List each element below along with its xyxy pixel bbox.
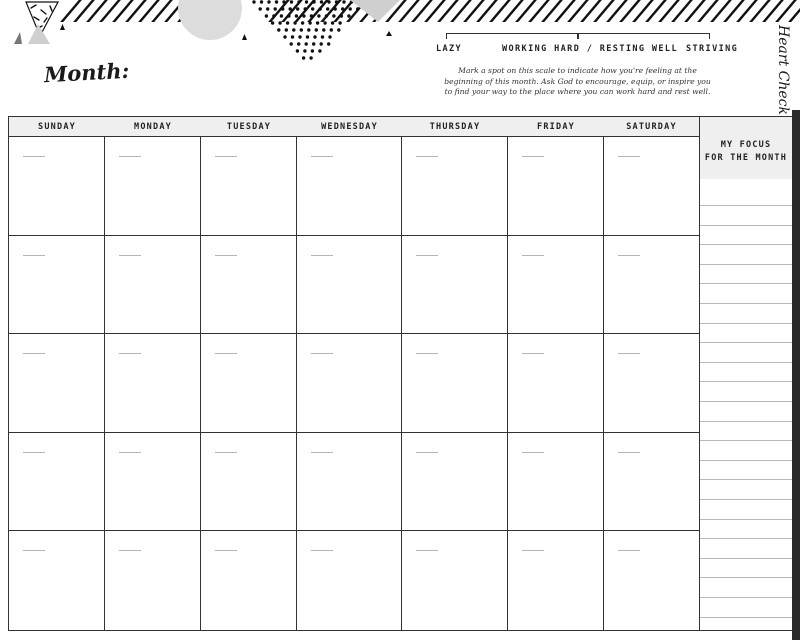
- weekday-wednesday: WEDNESDAY: [321, 122, 378, 132]
- date-number-line[interactable]: [311, 255, 333, 256]
- date-number-line[interactable]: [215, 156, 237, 157]
- heart-check-title: Heart Check: [774, 25, 791, 115]
- day-cell[interactable]: [604, 531, 699, 630]
- day-cell[interactable]: [9, 531, 105, 630]
- date-number-line[interactable]: [311, 452, 333, 453]
- date-number-line[interactable]: [618, 550, 640, 551]
- focus-writing-line[interactable]: [700, 577, 792, 578]
- date-number-line[interactable]: [23, 452, 45, 453]
- date-number-line[interactable]: [215, 550, 237, 551]
- day-cell[interactable]: [105, 236, 201, 335]
- date-number-line[interactable]: [23, 353, 45, 354]
- feeling-scale-right[interactable]: [578, 33, 710, 39]
- day-cell[interactable]: [105, 137, 201, 236]
- day-cell[interactable]: [402, 334, 508, 433]
- day-cell[interactable]: [402, 531, 508, 630]
- scale-label-lazy: LAZY: [436, 44, 463, 54]
- date-number-line[interactable]: [618, 156, 640, 157]
- focus-panel: [700, 116, 792, 631]
- weekday-thursday: THURSDAY: [429, 122, 481, 132]
- focus-writing-line[interactable]: [700, 499, 792, 500]
- feeling-scale-left[interactable]: [446, 33, 578, 39]
- focus-writing-line[interactable]: [700, 225, 792, 226]
- day-cell[interactable]: [201, 236, 297, 335]
- day-cell[interactable]: [604, 137, 699, 236]
- day-cell[interactable]: [402, 137, 508, 236]
- day-cell[interactable]: [297, 137, 402, 236]
- focus-writing-line[interactable]: [700, 323, 792, 324]
- focus-writing-line[interactable]: [700, 440, 792, 441]
- day-cell[interactable]: [604, 236, 699, 335]
- date-number-line[interactable]: [119, 353, 141, 354]
- date-number-line[interactable]: [522, 255, 544, 256]
- focus-writing-line[interactable]: [700, 342, 792, 343]
- focus-writing-line[interactable]: [700, 617, 792, 618]
- weekday-tuesday: TUESDAY: [226, 122, 272, 132]
- date-number-line[interactable]: [416, 255, 438, 256]
- day-cell[interactable]: [9, 137, 105, 236]
- focus-writing-line[interactable]: [700, 597, 792, 598]
- date-number-line[interactable]: [416, 353, 438, 354]
- day-cell[interactable]: [297, 433, 402, 532]
- day-cell[interactable]: [604, 334, 699, 433]
- focus-title-line1: MY FOCUS: [720, 140, 772, 150]
- scale-label-striving: STRIVING: [686, 44, 739, 54]
- date-number-line[interactable]: [522, 353, 544, 354]
- focus-writing-line[interactable]: [700, 283, 792, 284]
- day-cell[interactable]: [297, 531, 402, 630]
- day-cell[interactable]: [508, 334, 604, 433]
- focus-writing-line[interactable]: [700, 421, 792, 422]
- weekday-saturday: SATURDAY: [626, 122, 677, 132]
- scale-instructions: Mark a spot on this scale to indicate how you're feeling at the beginning of this month. Ask God to encourage, equip, or inspire you to find your way to the place where you can work hard and rest well.: [444, 66, 711, 96]
- date-number-line[interactable]: [522, 156, 544, 157]
- day-cell[interactable]: [508, 236, 604, 335]
- weekday-sunday: SUNDAY: [38, 122, 76, 132]
- date-number-line[interactable]: [119, 550, 141, 551]
- day-cell[interactable]: [508, 531, 604, 630]
- page-edge-bar: [792, 110, 800, 640]
- date-number-line[interactable]: [119, 156, 141, 157]
- day-cell[interactable]: [508, 433, 604, 532]
- weekday-monday: MONDAY: [134, 122, 172, 132]
- date-number-line[interactable]: [311, 550, 333, 551]
- focus-title: [700, 139, 792, 165]
- focus-writing-line[interactable]: [700, 558, 792, 559]
- day-cell[interactable]: [105, 433, 201, 532]
- calendar-grid: [8, 116, 700, 631]
- focus-writing-line[interactable]: [700, 303, 792, 304]
- focus-writing-line[interactable]: [700, 538, 792, 539]
- date-number-line[interactable]: [215, 452, 237, 453]
- scale-label-working-hard-resting-well: WORKING HARD / RESTING WELL: [502, 44, 678, 54]
- date-number-line[interactable]: [23, 550, 45, 551]
- day-cell[interactable]: [9, 236, 105, 335]
- date-number-line[interactable]: [215, 353, 237, 354]
- date-number-line[interactable]: [23, 156, 45, 157]
- day-cell[interactable]: [105, 531, 201, 630]
- focus-title-line2: FOR THE MONTH: [704, 153, 788, 163]
- date-number-line[interactable]: [416, 156, 438, 157]
- focus-writing-line[interactable]: [700, 519, 792, 520]
- date-number-line[interactable]: [522, 452, 544, 453]
- date-number-line[interactable]: [119, 255, 141, 256]
- date-number-line[interactable]: [416, 452, 438, 453]
- day-cell[interactable]: [9, 334, 105, 433]
- focus-writing-line[interactable]: [700, 401, 792, 402]
- weekday-header-row: [9, 117, 699, 137]
- day-cell[interactable]: [402, 236, 508, 335]
- focus-writing-line[interactable]: [700, 479, 792, 480]
- date-number-line[interactable]: [119, 452, 141, 453]
- day-cell[interactable]: [201, 334, 297, 433]
- date-number-line[interactable]: [311, 353, 333, 354]
- date-number-line[interactable]: [618, 452, 640, 453]
- day-cell[interactable]: [297, 334, 402, 433]
- weekday-friday: FRIDAY: [537, 122, 575, 132]
- focus-writing-line[interactable]: [700, 381, 792, 382]
- day-cell[interactable]: [9, 433, 105, 532]
- day-cell[interactable]: [201, 433, 297, 532]
- date-number-line[interactable]: [416, 550, 438, 551]
- focus-writing-line[interactable]: [700, 460, 792, 461]
- date-number-line[interactable]: [618, 255, 640, 256]
- day-cell[interactable]: [402, 433, 508, 532]
- day-cell[interactable]: [105, 334, 201, 433]
- focus-writing-line[interactable]: [700, 244, 792, 245]
- date-number-line[interactable]: [23, 255, 45, 256]
- date-number-line[interactable]: [215, 255, 237, 256]
- day-cell[interactable]: [201, 531, 297, 630]
- day-cell[interactable]: [604, 433, 699, 532]
- month-label: Month:: [43, 57, 130, 88]
- focus-writing-line[interactable]: [700, 264, 792, 265]
- day-cell[interactable]: [508, 137, 604, 236]
- focus-header: [700, 117, 792, 179]
- date-number-line[interactable]: [311, 156, 333, 157]
- date-number-line[interactable]: [522, 550, 544, 551]
- day-cell[interactable]: [297, 236, 402, 335]
- focus-writing-line[interactable]: [700, 362, 792, 363]
- day-cell[interactable]: [201, 137, 297, 236]
- date-number-line[interactable]: [618, 353, 640, 354]
- focus-writing-line[interactable]: [700, 205, 792, 206]
